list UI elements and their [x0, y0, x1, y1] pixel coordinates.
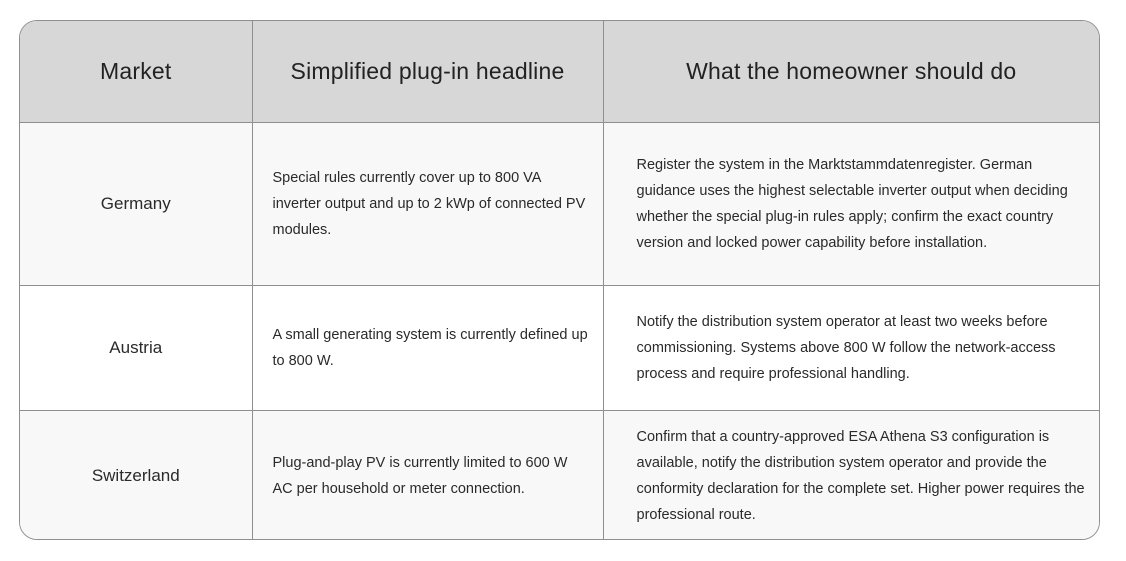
cell-market: Germany — [20, 122, 252, 285]
cell-action: Register the system in the Marktstammdatenregister. German guidance uses the highest selectable inverter output when deciding whether the special plug-in rules apply; confirm the exact country version and locked power capability before installation. — [603, 122, 1099, 285]
table-row-switzerland — [20, 410, 1099, 540]
cell-headline: Plug-and-play PV is currently limited to 600 W AC per household or meter connection. — [252, 410, 603, 540]
table-row-austria — [20, 285, 1099, 410]
cell-market: Switzerland — [20, 410, 252, 540]
cell-headline: A small generating system is currently defined up to 800 W. — [252, 285, 603, 410]
cell-action: Confirm that a country-approved ESA Athena S3 configuration is available, notify the distribution system operator and provide the conformity declaration for the complete set. Higher power requires the professional route. — [603, 410, 1099, 540]
header-market: Market — [20, 21, 252, 122]
market-rules-table — [19, 20, 1100, 540]
cell-action: Notify the distribution system operator at least two weeks before commissioning. Systems above 800 W follow the network-access process and require professional handling. — [603, 285, 1099, 410]
header-action: What the homeowner should do — [603, 21, 1099, 122]
table-row-germany — [20, 122, 1099, 285]
market-rules-grid — [20, 21, 1099, 540]
header-row — [20, 21, 1099, 122]
cell-market: Austria — [20, 285, 252, 410]
header-headline: Simplified plug-in headline — [252, 21, 603, 122]
cell-headline: Special rules currently cover up to 800 VA inverter output and up to 2 kWp of connected PV modules. — [252, 122, 603, 285]
